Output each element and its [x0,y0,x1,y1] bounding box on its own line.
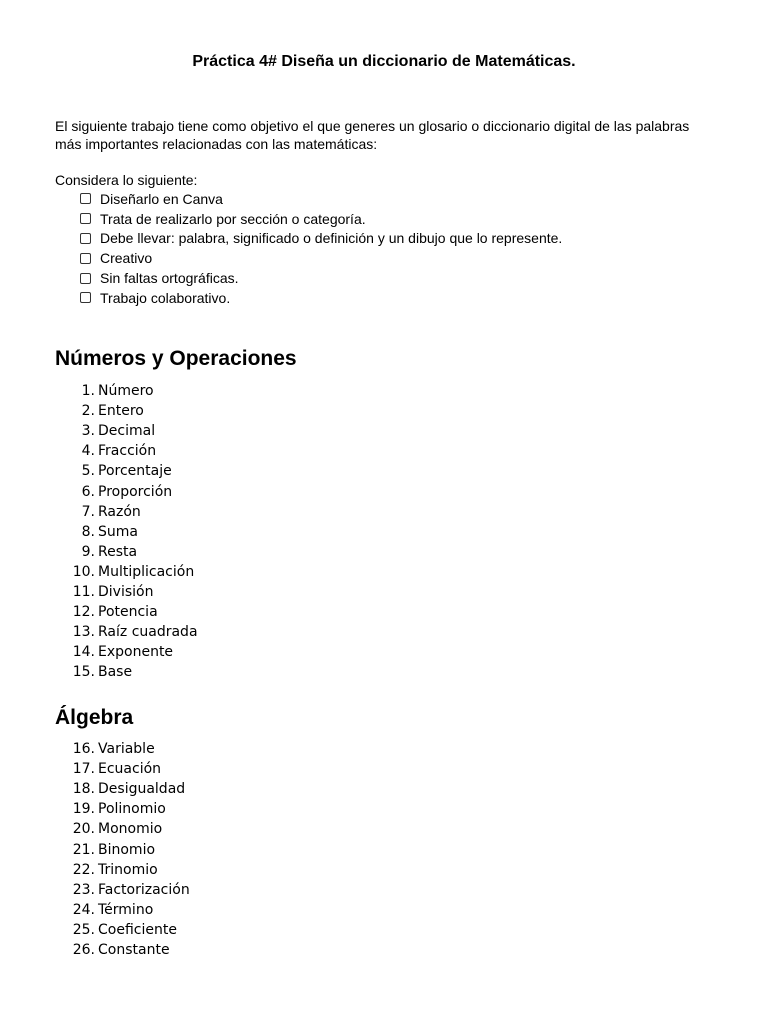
item-term: Suma [98,523,138,540]
item-term: Potencia [98,604,158,621]
checklist-item-label: Debe llevar: palabra, significado o definición y un dibujo que lo represente. [100,230,563,247]
item-number: 12. [72,604,95,621]
list-item [55,562,198,582]
item-term: Término [98,901,154,918]
list-item [55,381,198,401]
item-number: 23. [72,881,95,898]
checkbox-icon[interactable] [80,193,91,204]
item-term: Constante [98,941,170,958]
item-number: 22. [72,861,95,878]
item-term: Monomio [98,821,163,838]
list-item [55,642,198,662]
item-term: Factorización [98,881,190,898]
item-term: Raíz cuadrada [98,624,198,641]
list-item [55,839,190,859]
item-number: 10. [72,563,95,580]
checklist-item [80,248,562,268]
item-term: Exponente [98,644,174,661]
term-list-algebra [55,739,190,960]
item-number: 21. [72,841,95,858]
item-term: Razón [98,503,141,520]
item-term: Ecuación [98,761,162,778]
checkbox-icon[interactable] [80,233,91,244]
item-term: Base [98,664,133,681]
list-item [55,401,198,421]
checklist-item-label: Diseñarlo en Canva [100,190,223,207]
checklist-item [80,268,562,288]
list-item [55,461,198,481]
item-term: Proporción [98,483,173,500]
item-number: 14. [72,644,95,661]
item-number: 1. [81,383,95,400]
item-number: 7. [81,503,95,520]
item-term: Decimal [98,423,156,440]
item-number: 6. [81,483,95,500]
list-item [55,421,198,441]
list-item [55,602,198,622]
checkbox-icon[interactable] [80,213,91,224]
document-title: Práctica 4# Diseña un diccionario de Matemáticas. [192,53,576,70]
item-term: Número [98,383,154,400]
section-heading-algebra: Álgebra [55,706,134,729]
item-term: Desigualdad [98,781,186,798]
item-term: Multiplicación [98,563,195,580]
list-item [55,880,190,900]
checklist-item [80,229,562,249]
checkbox-icon[interactable] [80,253,91,264]
item-number: 17. [72,761,95,778]
list-item [55,779,190,799]
item-term: División [98,583,154,600]
item-term: Binomio [98,841,156,858]
consider-label: Considera lo siguiente: [55,172,198,188]
list-item [55,622,198,642]
section-heading-numeros: Números y Operaciones [55,347,297,370]
item-number: 9. [81,543,95,560]
term-list-numeros [55,381,198,682]
item-term: Resta [98,543,138,560]
item-term: Coeficiente [98,921,177,938]
item-term: Variable [98,741,155,758]
item-number: 2. [81,403,95,420]
list-item [55,819,190,839]
checkbox-icon[interactable] [80,273,91,284]
list-item [55,582,198,602]
list-item [55,441,198,461]
list-item [55,542,198,562]
list-item [55,759,190,779]
item-term: Entero [98,403,144,420]
checklist-item-label: Creativo [100,250,153,267]
checklist-item [80,288,562,308]
list-item [55,860,190,880]
item-number: 19. [72,801,95,818]
item-number: 24. [72,901,95,918]
item-number: 5. [81,463,95,480]
list-item [55,900,190,920]
item-term: Trinomio [98,861,158,878]
requirements-checklist [80,189,562,308]
item-term: Porcentaje [98,463,172,480]
checklist-item-label: Sin faltas ortográficas. [100,270,239,287]
item-number: 15. [72,664,95,681]
item-number: 13. [72,624,95,641]
checklist-item-label: Trabajo colaborativo. [100,289,231,306]
checklist-item-label: Trata de realizarlo por sección o categoría. [100,210,366,227]
list-item [55,940,190,960]
item-term: Polinomio [98,801,166,818]
item-number: 8. [81,523,95,540]
item-number: 26. [72,941,95,958]
list-item [55,799,190,819]
checklist-item [80,209,562,229]
list-item [55,481,198,501]
checkbox-icon[interactable] [80,292,91,303]
item-number: 4. [81,443,95,460]
list-item [55,522,198,542]
list-item [55,739,190,759]
item-number: 25. [72,921,95,938]
item-number: 18. [72,781,95,798]
item-term: Fracción [98,443,157,460]
list-item [55,920,190,940]
item-number: 16. [72,741,95,758]
item-number: 20. [72,821,95,838]
item-number: 3. [81,423,95,440]
checklist-item [80,189,562,209]
intro-paragraph: El siguiente trabajo tiene como objetivo el que generes un glosario o diccionario digital de las palabras más importantes relacionadas con las matemáticas: [55,118,690,152]
list-item [55,662,198,682]
list-item [55,502,198,522]
item-number: 11. [72,583,95,600]
